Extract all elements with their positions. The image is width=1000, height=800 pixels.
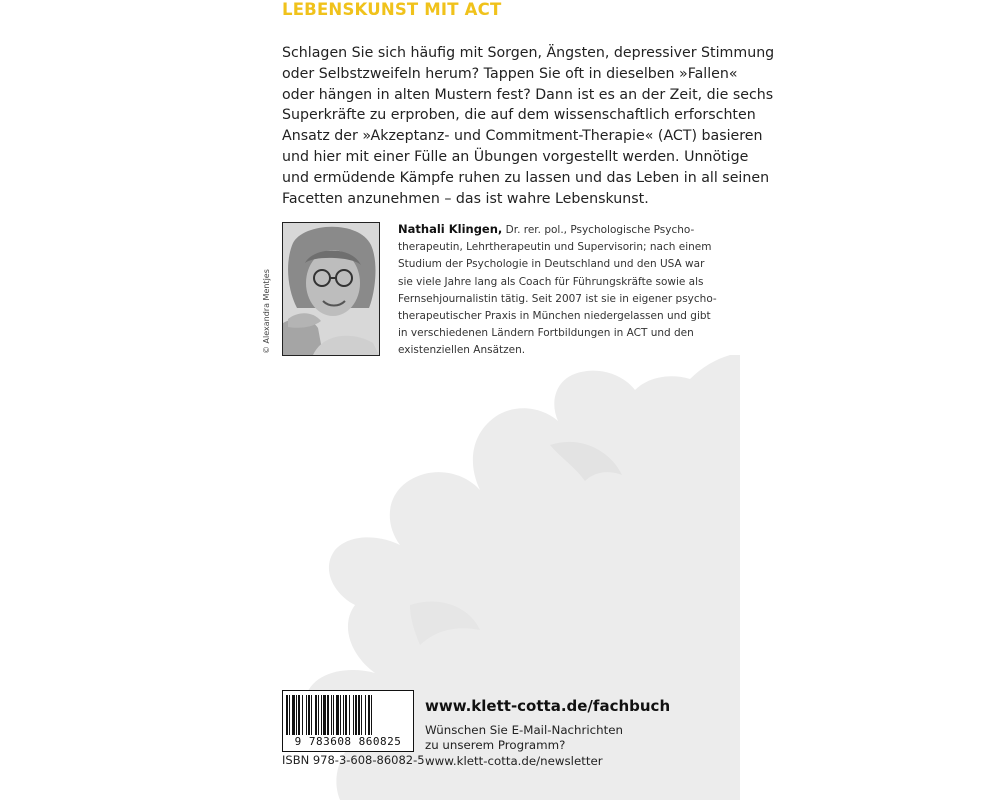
blurb-text — [282, 43, 775, 209]
blurb-line: Superkräfte zu erproben, die auf dem wissenschaftlich erforschten — [282, 107, 756, 124]
author-photo — [282, 222, 380, 356]
isbn-number: ISBN 978-3-608-86082-5 — [282, 753, 425, 767]
newsletter-text — [425, 723, 623, 769]
bio-line: sie viele Jahre lang als Coach für Führungskräfte sowie als — [398, 275, 704, 288]
publisher-url: www.klett-cotta.de/fachbuch — [425, 697, 671, 715]
blurb-line: Facetten anzunehmen – das ist wahre Lebenskunst. — [282, 190, 649, 207]
author-name: Nathali Klingen, — [398, 222, 503, 236]
blurb-line: und hier mit einer Fülle an Übungen vorgestellt werden. Unnötige — [282, 148, 749, 165]
bio-line: existenziellen Ansätzen. — [398, 344, 526, 357]
author-bio — [398, 221, 718, 360]
bio-line: Studium der Psychologie in Deutschland und den USA war — [398, 258, 705, 271]
blurb-line: oder Selbstzweifeln herum? Tappen Sie oft in dieselben »Fallen« — [282, 65, 738, 82]
newsletter-line: Wünschen Sie E-Mail-Nachrichten — [425, 723, 623, 737]
newsletter-line: zu unserem Programm? — [425, 738, 566, 753]
blurb-line: und ermüdende Kämpfe ruhen zu lassen und das Leben in all seinen — [282, 169, 770, 186]
bio-line: Fernsehjournalistin tätig. Seit 2007 ist sie in eigener psycho- — [398, 292, 717, 305]
bio-line: therapeutischer Praxis in München niedergelassen und gibt — [398, 310, 711, 323]
blurb-line: Ansatz der »Akzeptanz- und Commitment-Therapie« (ACT) basieren — [282, 128, 763, 145]
bio-line: Dr. rer. pol., Psychologische Psycho- — [502, 224, 695, 236]
blurb-line: Schlagen Sie sich häufig mit Sorgen, Ängsten, depressiver Stimmung — [282, 45, 775, 61]
newsletter-line: www.klett-cotta.de/newsletter — [425, 753, 603, 768]
author-portrait-icon — [283, 223, 379, 355]
blurb-line: oder hängen in alten Mustern fest? Dann ist es an der Zeit, die sechs — [282, 86, 774, 103]
photo-credit: © Alexandra Mentjes — [262, 269, 271, 354]
barcode-digits: 9 783608 860825 — [284, 735, 412, 748]
bio-line: therapeutin, Lehrtherapeutin und Supervisorin; nach einem — [398, 241, 712, 254]
bio-line: in verschiedenen Ländern Fortbildungen in ACT und den — [398, 327, 694, 340]
book-series-title: LEBENSKUNST MIT ACT — [282, 0, 502, 19]
